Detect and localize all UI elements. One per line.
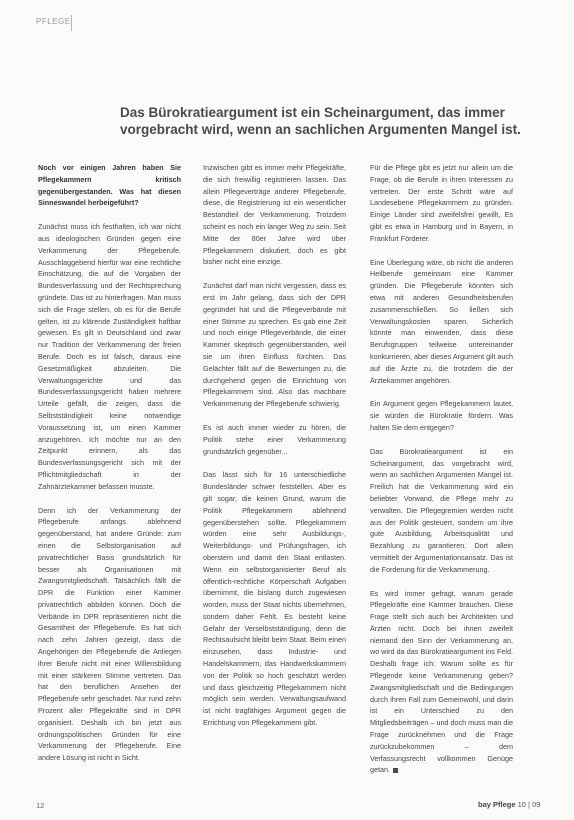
page-headline: Das Bürokratieargument ist ein Scheinargument, das immer vorgebracht wird, wenn an sachlichen Argumenten Mangel ist. (120, 105, 521, 137)
paragraph-text: Es wird immer gefragt, warum gerade Pflegekräfte eine Kammer brauchen. Diese Frage stellt sich auch bei Architekten und Ärzten nicht. Doch bei ihnen zweifelt niemand den Sinn der Verkammerung an, wo wird da das Bürokratieargument ins Feld. Deshalb frage ich: Warum sollte es für Pflegende keine Verkammerung geben? Zwangsmitgliedschaft und die Bedingungen durch ihren Fall zum Gemeinwohl, und darin ist ein Unterschied zu den Mitgliedsbeiträgen – und doch muss man die Frage zurücknehmen und die Frage zurückzubekommen – dem Verfassungsrecht vollkommen Genüge getan. (370, 588, 513, 775)
interview-question: Noch vor einigen Jahren haben Sie Pflegekammern kritisch gegenübergestanden. Was hat diesen Sinneswandel herbeigeführt? (38, 163, 181, 208)
magazine-title: bay Pflege (478, 800, 516, 809)
paragraph: Für die Pflege gibt es jetzt nur allein um die Frage, ob die Berufe in ihren Interessen zu vertreten. Der erste Schritt wäre auf Landesebene Pflegekammern zu gründen. Einige Länder sind zweifelsfrei gewillt, Es gibt es etwa in Hamburg und in Bayern, in Frankfurt Förderer. (370, 163, 513, 243)
section-label: PFLEGE (36, 17, 71, 26)
paragraph: Denn ich der Verkammerung der Pflegeberufe anfangs ablehnend gegenüberstand, hat andere Gründe: zum einen die Selbstorganisation auf privatrechtlicher Basis grundsätzlich für besser als Organisationen mit Zwangsmitgliedschaft. Tatsächlich fällt die DPR die Funktion einer Kammer privatrechtlich abbilden können. Doch die Verbände im DPR repräsentieren nicht die Gesamtheit der Pflegeberufe. Es hat sich nach zehn Jahren gezeigt, dass die Angehörigen der Pflegeberufe die Anliegen ihrer Berufe nicht mit einer Willensbildung mit einer stärkeren Stimme vertreten. Das hat den beruflichen Ansehen der Pflegeberufe sehr geschadet. Nur rund zehn Prozent aller Pflegekräfte sind in DPR organisiert. Deshalb ich bin jetzt aus ordnungspolitischen Gründen für eine Verkammerung der Pflegeberufe. Eine andere Lösung ist nicht in Sicht. (38, 505, 181, 763)
paragraph-last (370, 588, 513, 777)
paragraph: Ein Argument gegen Pflegekammern lautet, sie würden die Bürokratie fördern. Was halten Sie dem entgegen? (370, 399, 513, 432)
issue-number: 10 | 09 (517, 800, 541, 809)
paragraph: Zunächst darf man nicht vergessen, dass es erst im Jahr gelang, dass sich der DPR gegründet hat und die Pflegeverbände mit einer Stimme zu sprechen. Es gab eine Zeit und noch einige Pflegeverbände, die einer Kammer skeptisch gegenüberstanden, weil sie um ihren Einfluss fürchten. Das Gelächter fällt auf die Bewertungen zu, die durchgehend gegen die Einrichtung von Pflegekammern sind. Also das machbare Verkammerung der Pflegeberufe schwierig. (203, 281, 346, 409)
paragraph: Das Bürokratieargument ist ein Scheinargument, das vorgebracht wird, wenn an sachlichen Argumenten Mangel ist. Freilich hat die Verkammerung wird ein beliebter Vorwand, die Pflege mehr zu verwalten. Die Pflegegremien werden nicht aus der Politik gesteuert, sondern um ihre gute Ausbildung, Arbeitsqualität und Bezahlung zu garantieren. Dort allein vermittelt der Argumentationsansatz. Das ist die Forderung für die Verkammerung. (370, 446, 513, 574)
paragraph: Zunächst muss ich festhalten, ich war nicht aus ideologischen Gründen gegen eine Verkammerung der Pflegeberufe. Ausschlaggebend hierfür war eine rechtliche Einschätzung, die auf die Vorgaben der Bundesverfassung und der Rechtsprechung gründete. Das ist zu hinterfragen. Man muss sich die Frage stellen, ob es für die Berufe gelten, ist zu klärende Zuständigkeit haftbar gewesen. Es gilt in Deutschland und zwar nur Tradition der Verkammerung der freien Berufe. Doch es ist falsch, daraus eine Gesetzmäßigkeit abzuleiten. Die Verwaltungsgerichte und das Bundesverfassungsgericht haben mehrere Urteile gefällt, die zeigen, dass die Selbstständigkeit keine notwendige Voraussetzung ist, um einen Kammer anzugehören. Ich möchte nur an den Zeitpunkt erinnern, als das Bundesverfassungsgericht sich mit der Pflichtmitgliedschaft in der Zahnärztekammer befassen musste. (38, 222, 181, 491)
text-column-1 (38, 162, 181, 776)
section-divider (71, 15, 72, 31)
text-column-3 (370, 162, 513, 788)
page-number: 12 (36, 801, 45, 810)
paragraph: Inzwischen gibt es immer mehr Pflegekräfte, die sich freiwillig registrieren lassen. Das allein Pflegeverträge anderer Pflegeberufe, diese, die Registrierung ist ein wesentlicher Bestandteil der Verkammerung. Trotzdem scheint es noch ein langer Weg zu sein. Seit Mitte der 80er Jahre wird über Pflegekammern diskutiert, doch es gibt bisher nicht eine einzige. (203, 163, 346, 267)
paragraph: Es ist auch immer wieder zu hören, die Politik stehe einer Verkammerung grundsätzlich gegenüber... (203, 422, 346, 456)
text-column-2 (203, 162, 346, 741)
article-end-icon (393, 768, 398, 773)
paragraph: Eine Überlegung wäre, ob nicht die anderen Heilberufe gemeinsam eine Kammer gründen. Die Pflegeberufe könnten sich etwa mit anderen Gesundheitsberufen zusammenschließen. So ließen sich Verwaltungskosten sparen. Sicherlich könnte man einwenden, dass diese Berufsgruppen teilweise untereinander konkurrieren, aber dieses Argument gilt auch auf die Ärzte zu, die trotzdem die der Ärztekammer angehören. (370, 257, 513, 385)
footer-magazine (478, 800, 540, 809)
paragraph: Das lässt sich für 16 unterschiedliche Bundesländer schwer feststellen. Aber es gilt sogar, die keinen Grund, warum die Politik Pflegekammern ablehnend gegenüberstehen sollte. Pflegekammern würden eine sehr Ausbildungs-, Weiterbildungs- und Prüfungsfragen, ich oberstem und damit den Staat entlasten. Wenn ein selbstorganisierter Beruf als öffentlich-rechtliche Körperschaft Aufgaben übernimmt, die bislang durch zugewiesen worden, muss der Staat nichts übernehmen, sondern daher Fehlt. Es besteht keine Gefahr der Verselbstständigung, denn die Rechtsaufsicht bleibt beim Staat. Beim einen einzusehen, dass Industrie- und Handelskammern, das Handwerkskammern von der Politik so hoch geschätzt werden und dass gleichzeitig Pflegekammern nicht möglich sein werden. Verwaltungsaufwand ist nicht tragfähiges Argument gegen die Errichtung von Pflegekammern gibt. (203, 470, 346, 728)
